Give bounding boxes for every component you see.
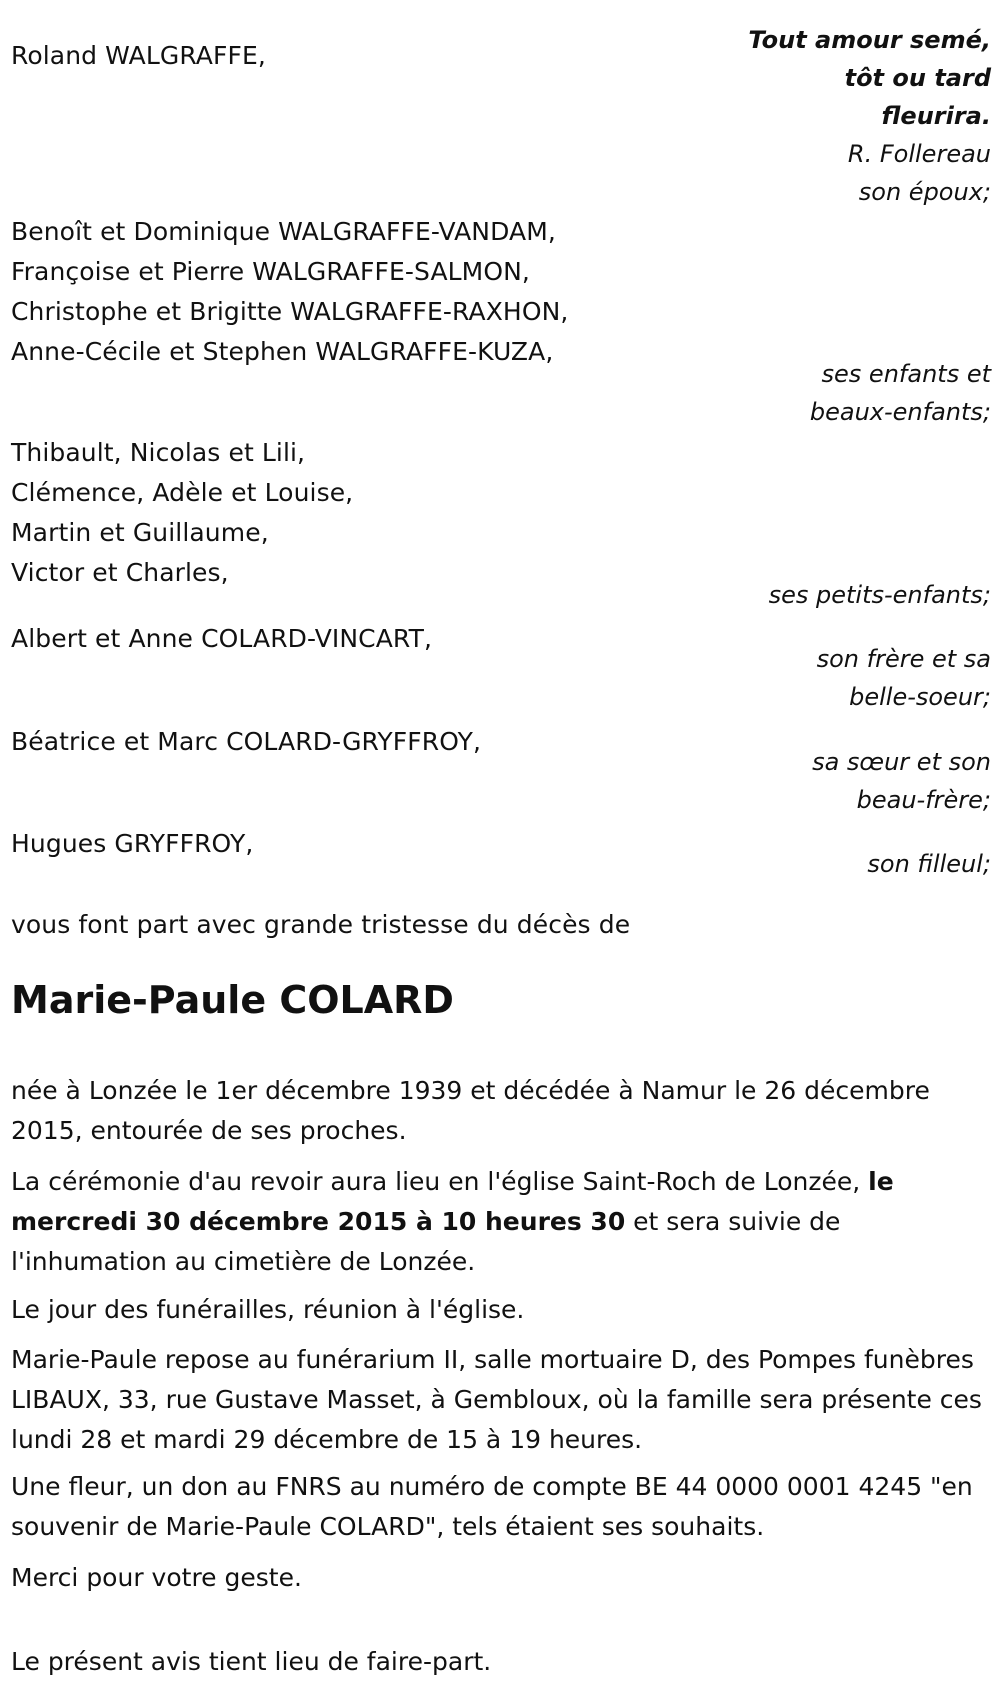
grandchildren-line: Thibault, Nicolas et Lili, <box>11 438 306 467</box>
epigraph-line: fleurira. <box>881 102 991 130</box>
children-names <box>11 212 568 372</box>
birth-paragraph: née à Lonzée le 1er décembre 1939 et décédée à Namur le 26 décembre 2015, entourée de ses proches. <box>11 1076 930 1145</box>
spouse-name: Roland WALGRAFFE, <box>11 41 266 70</box>
epigraph <box>748 21 991 211</box>
thanks-paragraph: Merci pour votre geste. <box>11 1563 302 1592</box>
announcement: vous font part avec grande tristesse du décès de <box>11 910 631 939</box>
epigraph-author: R. Follereau <box>847 140 991 168</box>
spouse-names <box>11 36 266 76</box>
children-relation <box>810 355 991 431</box>
sister-couple: Béatrice et Marc COLARD-GRYFFROY, <box>11 727 482 756</box>
relation-line: ses enfants et <box>821 360 991 388</box>
notice-paragraph: Le présent avis tient lieu de faire-part. <box>11 1647 492 1676</box>
relation-line: son frère et sa <box>816 645 991 673</box>
grandchildren-line: Victor et Charles, <box>11 558 229 587</box>
epigraph-line: tôt ou tard <box>844 64 991 92</box>
relation-line: belle-soeur; <box>849 683 991 711</box>
relation-line: beau-frère; <box>856 786 991 814</box>
ceremony-text: La cérémonie d'au revoir aura lieu en l'église Saint-Roch de Lonzée, <box>11 1167 869 1196</box>
relation-line: ses petits-enfants; <box>768 581 991 609</box>
deceased-name: Marie-Paule COLARD <box>11 978 454 1022</box>
brother-relation <box>817 640 991 716</box>
sister-relation <box>812 743 991 819</box>
ceremony-text: et sera suivie de l'inhumation au cimetière de Lonzée. <box>11 1207 841 1276</box>
brother-couple: Albert et Anne COLARD-VINCART, <box>11 624 432 653</box>
grandchildren-line: Martin et Guillaume, <box>11 518 269 547</box>
godson-relation <box>867 845 991 883</box>
child-couple: Benoît et Dominique WALGRAFFE-VANDAM, <box>11 217 556 246</box>
ceremony-date: le mercredi 30 décembre 2015 à 10 heures 30 <box>11 1167 894 1236</box>
donation-paragraph: Une fleur, un don au FNRS au numéro de compte BE 44 0000 0001 4245 "en souvenir de Marie-Paule COLARD", tels étaient ses souhaits. <box>11 1472 973 1541</box>
child-couple: Françoise et Pierre WALGRAFFE-SALMON, <box>11 257 530 286</box>
obituary-notice <box>11 0 991 1692</box>
child-couple: Christophe et Brigitte WALGRAFFE-RAXHON, <box>11 297 569 326</box>
relation-line: son filleul; <box>867 850 991 878</box>
relation-line: beaux-enfants; <box>809 398 991 426</box>
grandchildren-names <box>11 433 353 593</box>
funeral-day-paragraph: Le jour des funérailles, réunion à l'église. <box>11 1295 525 1324</box>
relation-line: sa sœur et son <box>812 748 991 776</box>
godson-name: Hugues GRYFFROY, <box>11 829 254 858</box>
godson-names <box>11 824 253 864</box>
epigraph-line: Tout amour semé, <box>748 26 991 54</box>
grandchildren-relation <box>769 576 991 614</box>
ceremony-paragraph <box>11 1162 986 1282</box>
grandchildren-line: Clémence, Adèle et Louise, <box>11 478 354 507</box>
spouse-relation: son époux; <box>858 178 991 206</box>
brother-names <box>11 619 432 659</box>
funerarium-paragraph: Marie-Paule repose au funérarium II, salle mortuaire D, des Pompes funèbres LIBAUX, 33, rue Gustave Masset, à Gembloux, où la famille sera présente ces lundi 28 et mardi 29 décembre de 15 à 19 heures. <box>11 1345 982 1454</box>
child-couple: Anne-Cécile et Stephen WALGRAFFE-KUZA, <box>11 337 554 366</box>
sister-names <box>11 722 481 762</box>
